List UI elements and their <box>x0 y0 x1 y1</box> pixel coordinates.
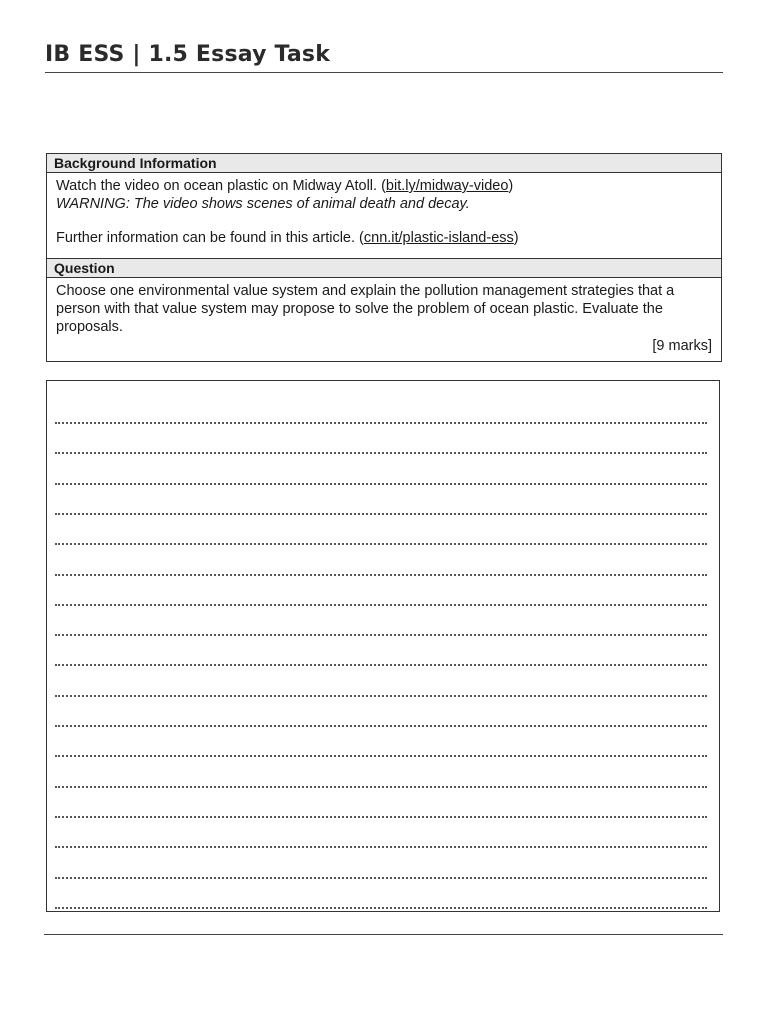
answer-line[interactable] <box>55 422 707 424</box>
answer-line[interactable] <box>55 786 707 788</box>
video-instruction-end: ) <box>508 178 514 194</box>
question-body <box>47 278 721 361</box>
video-instruction <box>56 177 712 195</box>
article-instruction <box>56 229 712 247</box>
answer-line[interactable] <box>55 846 707 848</box>
background-heading: Background Information <box>47 154 721 173</box>
answer-line[interactable] <box>55 907 707 909</box>
spacer <box>56 213 712 229</box>
answer-line[interactable] <box>55 725 707 727</box>
background-body <box>47 173 721 258</box>
info-table <box>46 153 722 362</box>
answer-line[interactable] <box>55 604 707 606</box>
question-heading: Question <box>47 258 721 278</box>
page-title: IB ESS | 1.5 Essay Task <box>45 42 331 67</box>
warning-text: WARNING: The video shows scenes of animal death and decay. <box>56 196 470 212</box>
answer-line[interactable] <box>55 574 707 576</box>
answer-line[interactable] <box>55 877 707 879</box>
marks-label: [9 marks] <box>652 338 712 354</box>
answer-line[interactable] <box>55 483 707 485</box>
answer-line[interactable] <box>55 664 707 666</box>
answer-line[interactable] <box>55 816 707 818</box>
answer-line[interactable] <box>55 513 707 515</box>
answer-line[interactable] <box>55 543 707 545</box>
article-instruction-text: Further information can be found in this article. ( <box>56 230 364 246</box>
video-instruction-text: Watch the video on ocean plastic on Midway Atoll. ( <box>56 178 386 194</box>
answer-line[interactable] <box>55 755 707 757</box>
article-instruction-end: ) <box>513 230 519 246</box>
article-link[interactable]: cnn.it/plastic-island-ess <box>363 230 514 246</box>
question-text: Choose one environmental value system and explain the pollution management strategies that a person with that value system may propose to solve the problem of ocean plastic. Evaluate the proposals. <box>56 283 675 335</box>
answer-line[interactable] <box>55 634 707 636</box>
answer-box[interactable] <box>46 380 720 912</box>
page-header <box>45 40 723 73</box>
video-link[interactable]: bit.ly/midway-video <box>385 178 509 194</box>
answer-line[interactable] <box>55 695 707 697</box>
footer-divider <box>44 934 723 935</box>
answer-line[interactable] <box>55 452 707 454</box>
